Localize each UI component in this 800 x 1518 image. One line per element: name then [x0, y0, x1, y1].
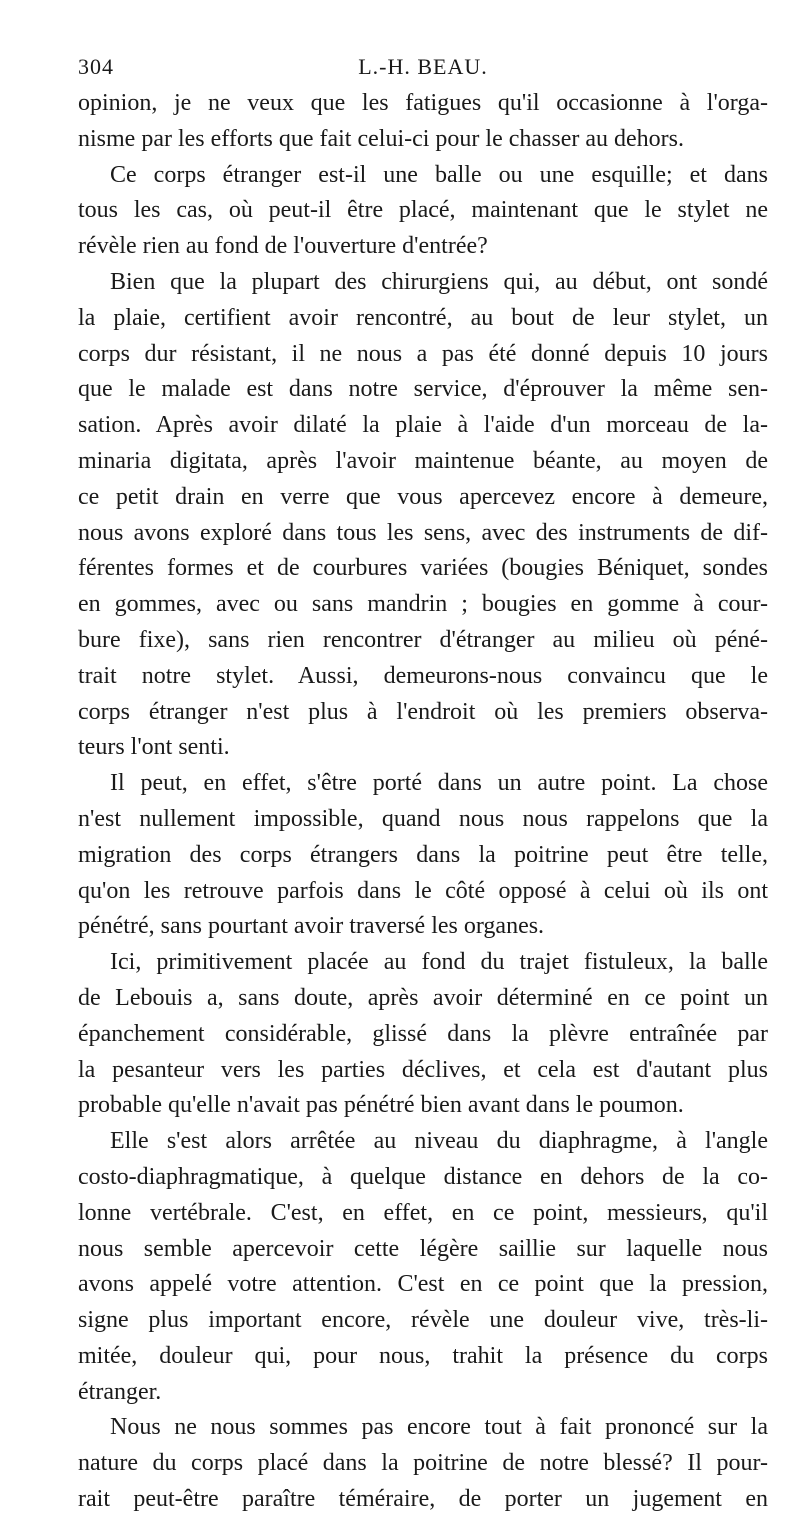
text-line: opinion, je ne veux que les fatigues qu'il occasionne à l'orga- — [78, 90, 768, 116]
text-line: lonne vertébrale. C'est, en effet, en ce point, messieurs, qu'il — [78, 1199, 768, 1226]
text-line: la plaie, certifient avoir rencontré, au bout de leur stylet, un — [78, 304, 768, 331]
text-line: qu'on les retrouve parfois dans le côté opposé à celui où ils ont — [78, 877, 768, 904]
text-line: n'est nullement impossible, quand nous nous rappelons que la — [78, 805, 768, 832]
text-line: migration des corps étrangers dans la poitrine peut être telle, — [78, 841, 768, 868]
text-line: révèle rien au fond de l'ouverture d'entrée? — [78, 233, 488, 260]
text-line: la pesanteur vers les parties déclives, et cela est d'autant plus — [78, 1056, 768, 1083]
page-header — [78, 54, 768, 88]
text-line: étranger. — [78, 1378, 162, 1405]
body-text — [78, 86, 768, 1518]
text-line: férentes formes et de courbures variées (bougies Béniquet, sondes — [78, 555, 768, 582]
text-line: nous avons exploré dans tous les sens, avec des instruments de dif- — [78, 519, 768, 546]
text-line: bure fixe), sans rien rencontrer d'étranger au milieu où péné- — [78, 626, 768, 653]
page-number: 304 — [78, 54, 114, 79]
text-line: minaria digitata, après l'avoir maintenue béante, au moyen de — [78, 447, 768, 474]
text-line: nous semble apercevoir cette légère saillie sur laquelle nous — [78, 1235, 768, 1262]
text-line: Elle s'est alors arrêtée au niveau du diaphragme, à l'angle — [110, 1128, 768, 1155]
text-line: que le malade est dans notre service, d'éprouver la même sen- — [78, 376, 768, 403]
text-line: Ici, primitivement placée au fond du trajet fistuleux, la balle — [110, 949, 768, 976]
text-line: Nous ne nous sommes pas encore tout à fait prononcé sur la — [110, 1414, 768, 1441]
text-line: probable qu'elle n'avait pas pénétré bien avant dans le poumon. — [78, 1092, 684, 1119]
text-line: mitée, douleur qui, pour nous, trahit la présence du corps — [78, 1342, 768, 1369]
text-line: tous les cas, où peut-il être placé, maintenant que le stylet ne — [78, 197, 768, 224]
text-line: pénétré, sans pourtant avoir traversé les organes. — [78, 913, 545, 940]
text-line: de Lebouis a, sans doute, après avoir déterminé en ce point un — [78, 984, 768, 1011]
text-line: en gommes, avec ou sans mandrin ; bougies en gomme à cour- — [78, 591, 768, 618]
text-line: teurs l'ont senti. — [78, 734, 230, 761]
running-head: L.-H. BEAU. — [358, 54, 488, 79]
text-line: Il peut, en effet, s'être porté dans un autre point. La chose — [110, 770, 768, 797]
text-line: épanchement considérable, glissé dans la plèvre entraînée par — [78, 1020, 768, 1047]
text-line: nisme par les efforts que fait celui-ci pour le chasser au dehors. — [78, 125, 684, 152]
text-line: signe plus important encore, révèle une douleur vive, très-li- — [78, 1307, 768, 1334]
text-line: corps dur résistant, il ne nous a pas été donné depuis 10 jours — [78, 340, 768, 367]
text-line: ce petit drain en verre que vous apercevez encore à demeure, — [78, 483, 768, 510]
text-line: Bien que la plupart des chirurgiens qui, au début, ont sondé — [110, 268, 768, 295]
text-line: nature du corps placé dans la poitrine de notre blessé? Il pour- — [78, 1450, 768, 1477]
text-line: rait peut-être paraître téméraire, de porter un jugement en — [78, 1486, 768, 1513]
text-line: avons appelé votre attention. C'est en ce point que la pression, — [78, 1271, 768, 1298]
text-line: corps étranger n'est plus à l'endroit où les premiers observa- — [78, 698, 768, 725]
text-line: sation. Après avoir dilaté la plaie à l'aide d'un morceau de la- — [78, 412, 768, 439]
text-line: costo-diaphragmatique, à quelque distance en dehors de la co- — [78, 1163, 768, 1190]
text-line: trait notre stylet. Aussi, demeurons-nous convaincu que le — [78, 662, 768, 689]
text-line: Ce corps étranger est-il une balle ou une esquille; et dans — [110, 161, 768, 188]
